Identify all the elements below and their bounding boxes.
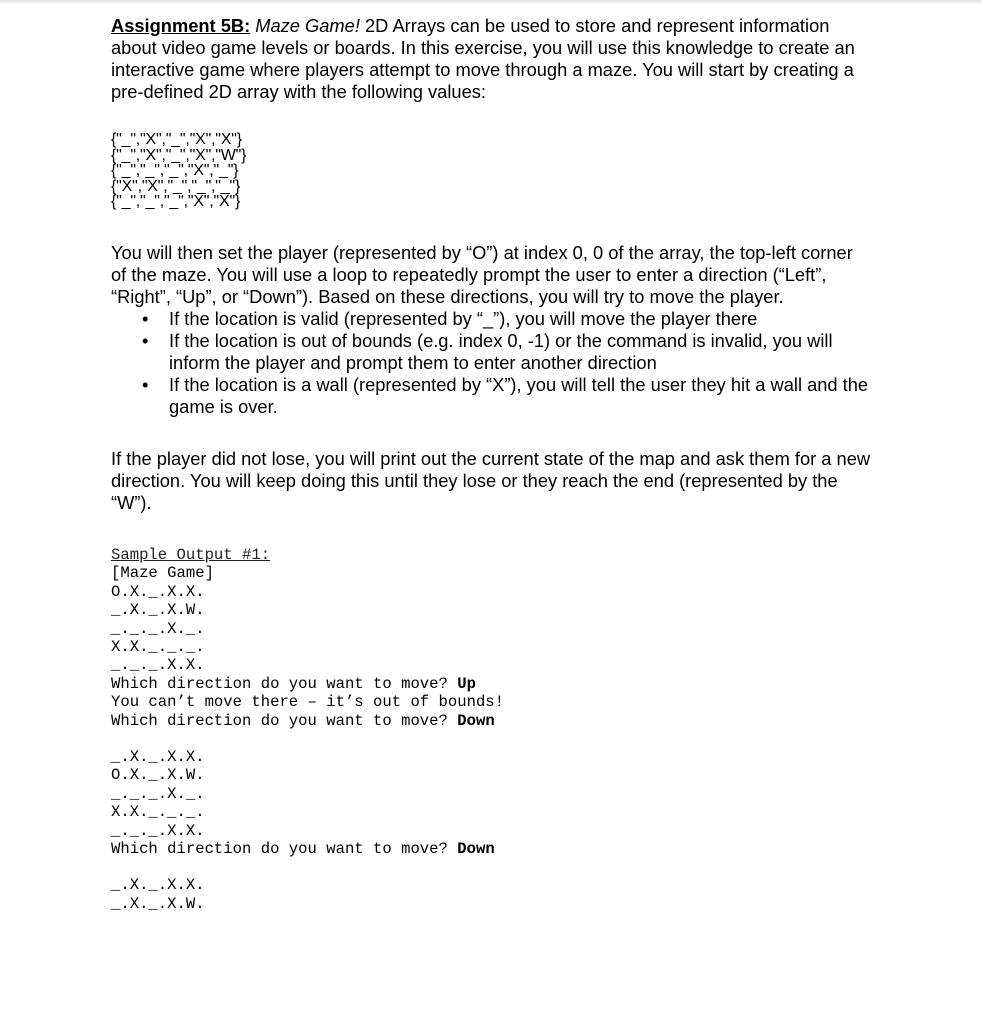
list-item (142, 329, 871, 374)
map-row: _.X._.X.W. (111, 894, 205, 913)
page-top-edge (0, 0, 982, 5)
spacer (111, 858, 871, 876)
intro-text: 2D Arrays can be used to store and represent information about video game levels or boards. In this exercise, you will use this knowledge to create an interactive game where players attempt to move through a maze. You will start by creating a pre-defined 2D array with the following values: (111, 15, 855, 102)
spacer (111, 730, 871, 748)
user-input: Down (457, 711, 495, 730)
map-row: _.X._.X.X. (111, 876, 205, 895)
prompt-line (111, 840, 871, 858)
maze-map-2 (111, 748, 871, 840)
player-paragraph: You will then set the player (represented by “O”) at index 0, 0 of the array, the top-left corner of the maze. You will use a loop to repeatedly prompt the user to enter a direction (“Left”, “Right”, “Up”, or “Down”). Based on these directions, you will try to move the player. (111, 241, 853, 307)
out-of-bounds-message: You can’t move there – it’s out of bounds! (111, 693, 505, 712)
map-row: O.X._.X.X. (111, 582, 205, 601)
user-input: Up (457, 674, 476, 693)
list-item (142, 307, 871, 330)
sample-output-label: Sample Output #1: (111, 545, 271, 564)
array-values-block (111, 132, 871, 210)
list-item (142, 373, 871, 418)
map-row: X.X._._._. (111, 638, 205, 656)
assignment-title: Maze Game! (255, 15, 360, 36)
map-row: _._._.X.X. (111, 821, 205, 840)
sample-header: [Maze Game] (111, 564, 214, 583)
assignment-label: Assignment 5B: (111, 15, 251, 36)
map-row: X.X._._._. (111, 803, 205, 822)
map-row: _.X._.X.W. (111, 601, 205, 620)
list-item-text: If the location is a wall (represented by “X”), you will tell the user they hit a wall and the game is over. (169, 373, 869, 417)
intro-paragraph (111, 15, 871, 103)
map-row: _._._.X._. (111, 784, 205, 803)
array-row: {"_","X","_","X","X"} (111, 131, 242, 148)
maze-map-1 (111, 583, 871, 675)
maze-map-3 (111, 876, 871, 913)
rules-list (111, 308, 871, 418)
prompt-line (111, 675, 871, 693)
prompt-text: Which direction do you want to move? (111, 840, 458, 859)
map-row: O.X._.X.W. (111, 766, 205, 785)
map-row: _._._.X._. (111, 619, 205, 638)
document-page (111, 15, 871, 913)
array-row: {"_","_","_","X","_"} (111, 162, 239, 180)
prompt-line (111, 712, 871, 730)
array-row: {"X","X","_","_","_"} (111, 177, 241, 195)
bullet-icon: • (142, 329, 149, 351)
prompt-text: Which direction do you want to move? (111, 674, 458, 693)
map-row: _.X._.X.X. (111, 748, 205, 767)
user-input: Down (457, 840, 495, 859)
bullet-icon: • (142, 373, 149, 395)
bullet-icon: • (142, 307, 149, 329)
loop-paragraph: If the player did not lose, you will print out the current state of the map and ask them for a new direction. You will keep doing this until they lose or they reach the end (represented by the “W”). (111, 447, 871, 513)
prompt-text: Which direction do you want to move? (111, 711, 458, 730)
list-item-text: If the location is out of bounds (e.g. index 0, -1) or the command is invalid, you will inform the player and prompt them to enter another direction (169, 329, 833, 373)
map-row: _._._.X.X. (111, 656, 205, 675)
array-row: {"_","X","_","X","W"} (111, 146, 247, 164)
array-row: {"_","_","_","X","X"} (111, 193, 241, 211)
list-item-text: If the location is valid (represented by “_”), you will move the player there (169, 307, 758, 329)
